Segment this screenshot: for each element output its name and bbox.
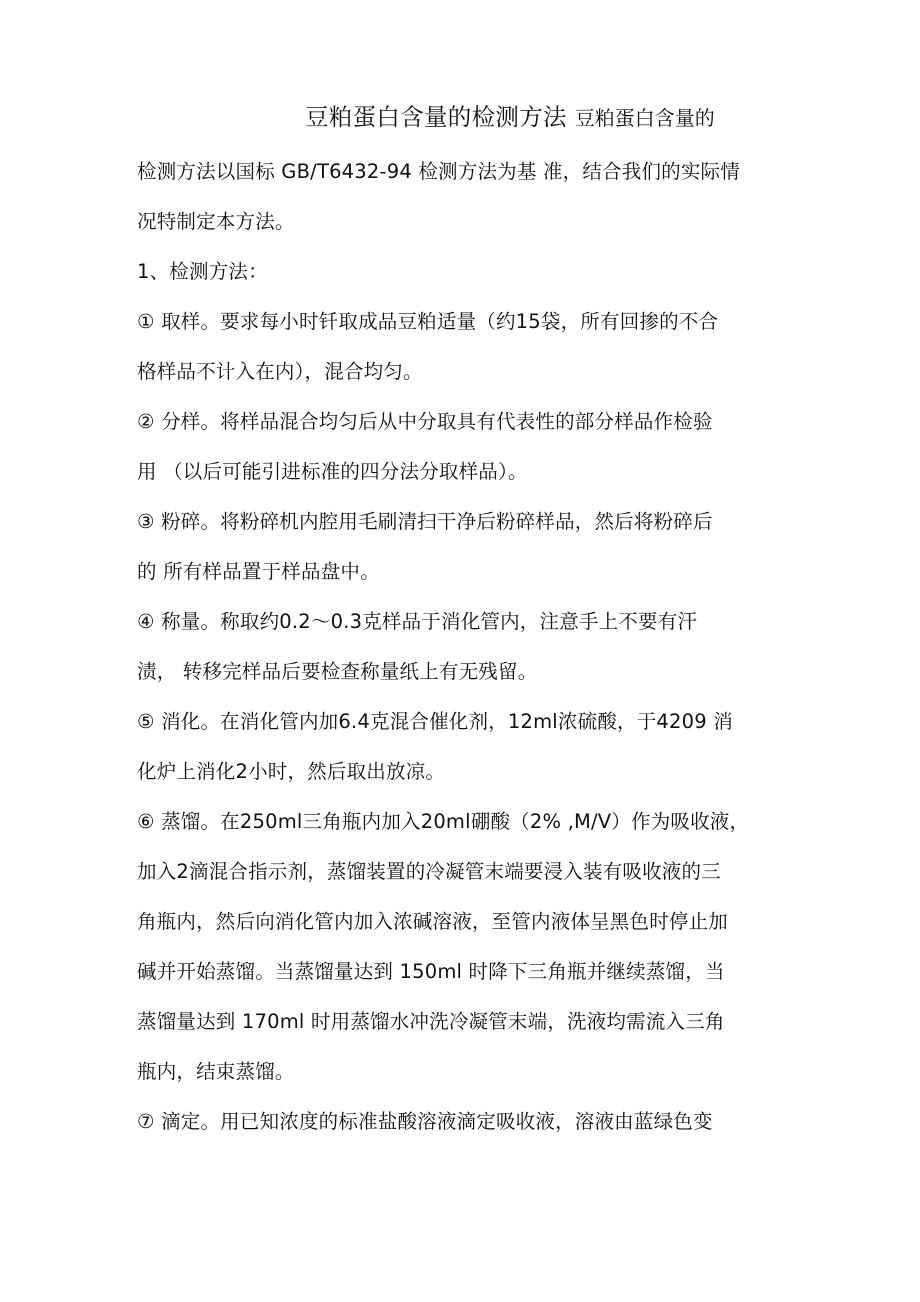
step-5-line: ⑤ 消化。在消化管内加6.4克混合催化剂，12ml浓硫酸，于4209 消 — [137, 710, 733, 733]
body-line: 况特制定本方法。 — [137, 210, 295, 233]
step-6-line: 碱并开始蒸馏。当蒸馏量达到 150ml 时降下三角瓶并继续蒸馏，当 — [137, 960, 725, 983]
document-title: 豆粕蛋白含量的检测方法 — [305, 103, 567, 131]
step-1-line: ① 取样。要求每小时钎取成品豆粕适量（约15袋，所有回掺的不合 — [137, 310, 719, 333]
step-1-line: 格样品不计入在内），混合均匀。 — [137, 360, 423, 383]
step-3-line: ③ 粉碎。将粉碎机内腔用毛刷清扫干净后粉碎样品，然后将粉碎后 — [137, 510, 713, 533]
step-3-line: 的 所有样品置于样品盘中。 — [137, 560, 380, 583]
title-line — [305, 103, 715, 134]
step-6-line: 蒸馏量达到 170ml 时用蒸馏水冲洗冷凝管末端，洗液均需流入三角 — [137, 1010, 725, 1033]
step-2-line: ② 分样。将样品混合均匀后从中分取具有代表性的部分样品作检验 — [137, 410, 713, 433]
step-6-line: 角瓶内，然后向消化管内加入浓碱溶液，至管内液体呈黑色时停止加 — [137, 910, 729, 933]
step-7-line: ⑦ 滴定。用已知浓度的标准盐酸溶液滴定吸收液，溶液由蓝绿色变 — [137, 1110, 713, 1133]
step-6-line: 瓶内，结束蒸馏。 — [137, 1060, 295, 1083]
step-4-line: ④ 称量。称取约0.2〜0.3克样品于消化管内，注意手上不要有汗 — [137, 610, 698, 633]
section-heading: 1、检测方法： — [137, 260, 268, 283]
title-continuation: 豆粕蛋白含量的 — [574, 106, 715, 130]
step-4-line: 渍， 转移完样品后要检查称量纸上有无残留。 — [137, 660, 538, 683]
body-line: 检测方法以国标 GB/T6432-94 检测方法为基 准，结合我们的实际情 — [137, 160, 740, 183]
step-6-line: 加入2滴混合指示剂，蒸馏装置的冷凝管末端要浸入装有吸收液的三 — [137, 860, 721, 883]
step-6-line: ⑥ 蒸馏。在250ml三角瓶内加入20ml硼酸（2% ,M/V）作为吸收液， — [137, 810, 750, 833]
step-2-line: 用 （以后可能引进标准的四分法分取样品）。 — [137, 460, 528, 483]
step-5-line: 化炉上消化2小时，然后取出放凉。 — [137, 760, 446, 783]
